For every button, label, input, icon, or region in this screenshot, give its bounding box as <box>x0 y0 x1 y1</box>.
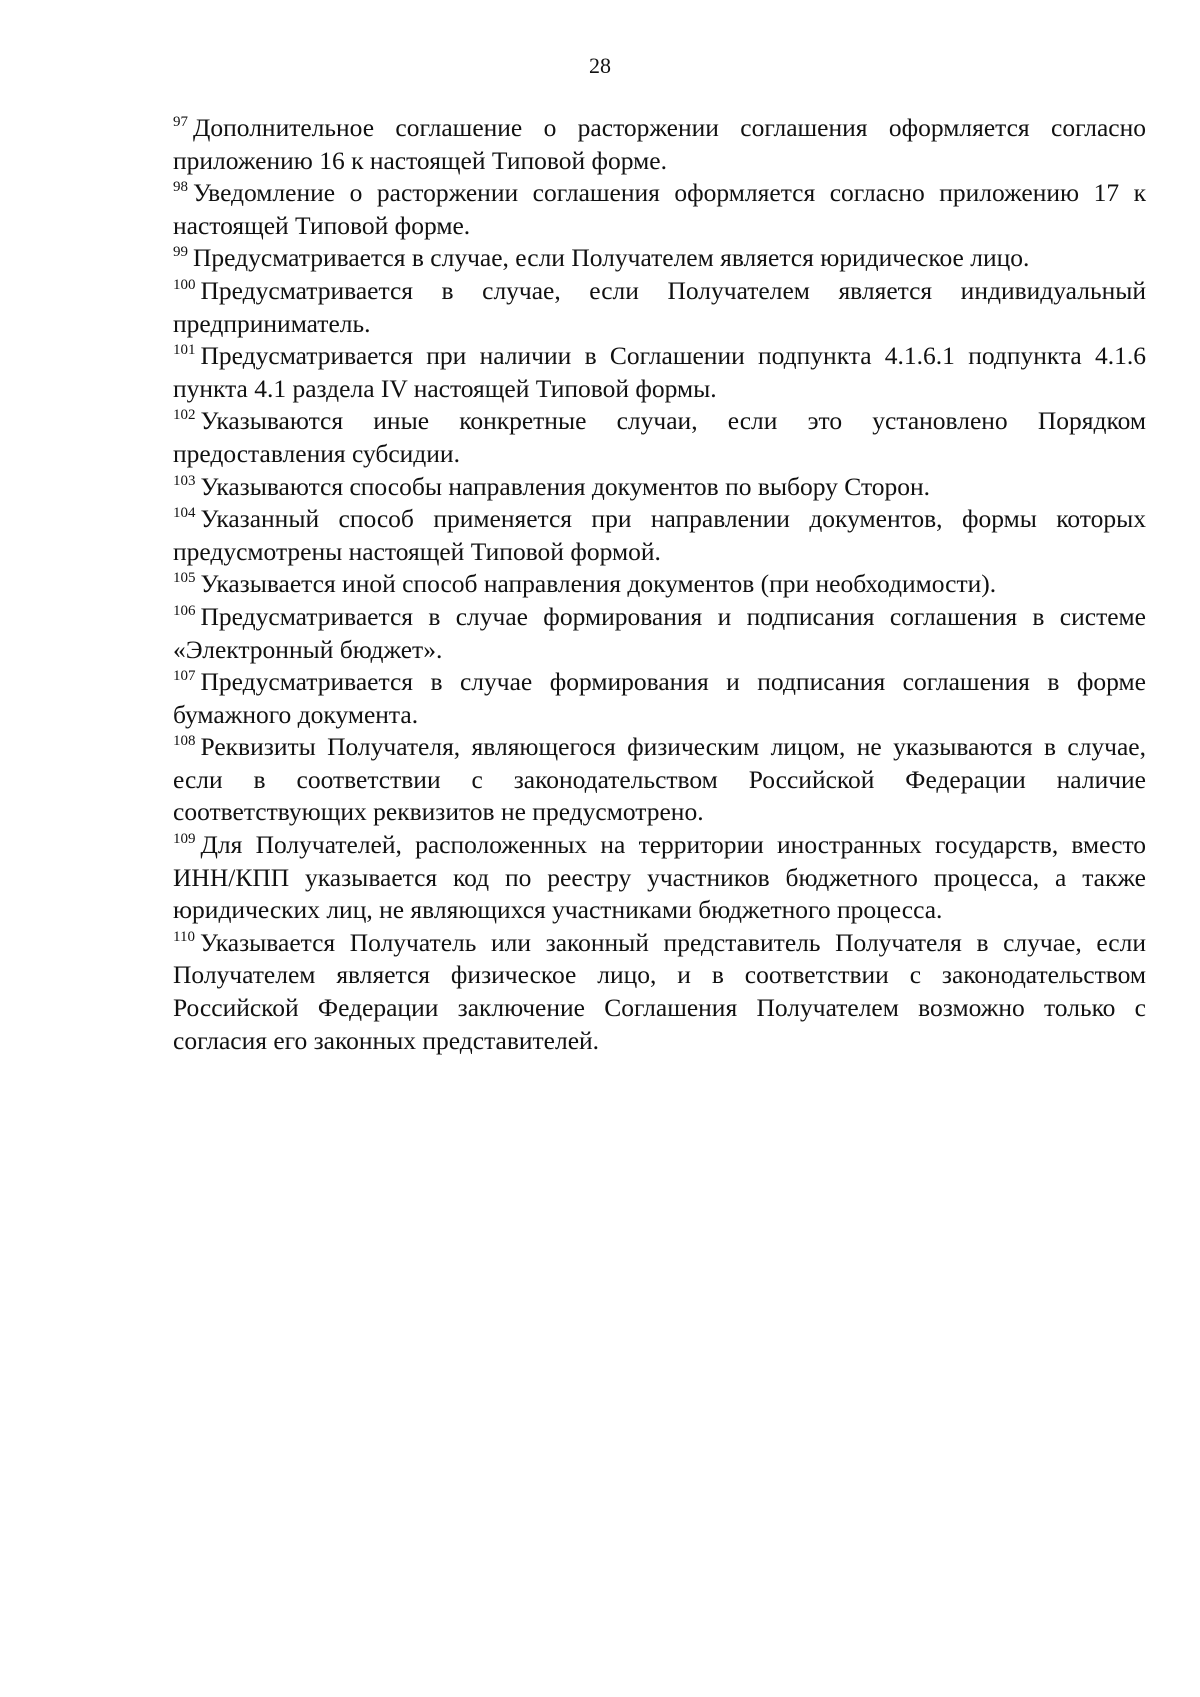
footnote-100 <box>173 275 1146 340</box>
footnote-marker: 110 <box>173 928 195 945</box>
footnote-marker: 98 <box>173 179 188 196</box>
footnote-text: Предусматривается в случае, если Получателем является юридическое лицо. <box>193 243 1030 273</box>
footnote-text: Указывается иной способ направления документов (при необходимости). <box>200 569 997 599</box>
footnote-109 <box>173 829 1146 927</box>
footnote-text: Предусматривается в случае формирования и подписания соглашения в форме бумажного документа. <box>173 667 1146 729</box>
footnote-103 <box>173 471 1146 504</box>
footnote-text: Реквизиты Получателя, являющегося физическим лицом, не указываются в случае, если в соответствии с законодательством Российской Федерации наличие соответствующих реквизитов не предусмотрено. <box>173 732 1146 827</box>
footnote-marker: 101 <box>173 342 196 359</box>
footnote-text: Указываются иные конкретные случаи, если это установлено Порядком предоставления субсидии. <box>173 406 1146 468</box>
footnote-101 <box>173 340 1146 405</box>
footnotes-list <box>173 112 1146 1057</box>
footnote-marker: 100 <box>173 276 196 293</box>
footnote-110 <box>173 927 1146 1057</box>
footnote-text: Предусматривается при наличии в Соглашении подпункта 4.1.6.1 подпункта 4.1.6 пункта 4.1 раздела IV настоящей Типовой формы. <box>173 341 1146 403</box>
page-number: 28 <box>589 53 611 78</box>
footnote-text: Дополнительное соглашение о расторжении соглашения оформляется согласно приложению 16 к настоящей Типовой форме. <box>173 113 1146 175</box>
footnote-97 <box>173 112 1146 177</box>
footnote-marker: 107 <box>173 668 196 685</box>
footnote-marker: 108 <box>173 733 196 750</box>
footnote-108 <box>173 731 1146 829</box>
footnote-text: Для Получателей, расположенных на территории иностранных государств, вместо ИНН/КПП указывается код по реестру участников бюджетного процесса, а также юридических лиц, не являющихся участниками бюджетного процесса. <box>173 830 1146 925</box>
footnote-text: Уведомление о расторжении соглашения оформляется согласно приложению 17 к настоящей Типовой форме. <box>173 178 1146 240</box>
footnote-marker: 106 <box>173 602 196 619</box>
footnote-text: Указываются способы направления документов по выбору Сторон. <box>200 471 931 501</box>
footnote-107 <box>173 666 1146 731</box>
footnote-text: Предусматривается в случае формирования и подписания соглашения в системе «Электронный бюджет». <box>173 601 1146 664</box>
footnote-text: Предусматривается в случае, если Получателем является индивидуальный предприниматель. <box>173 275 1146 338</box>
footnote-104 <box>173 503 1146 568</box>
footnote-text: Указанный способ применяется при направлении документов, формы которых предусмотрены настоящей Типовой формой. <box>173 504 1146 566</box>
footnote-marker: 103 <box>173 472 196 489</box>
footnote-marker: 105 <box>173 570 196 587</box>
footnote-marker: 102 <box>173 407 196 424</box>
footnote-98 <box>173 177 1146 242</box>
footnote-marker: 109 <box>173 831 196 848</box>
footnote-106 <box>173 601 1146 666</box>
footnote-99 <box>173 242 1146 275</box>
footnote-marker: 104 <box>173 505 196 522</box>
footnote-marker: 97 <box>173 114 188 130</box>
footnote-marker: 99 <box>173 244 188 261</box>
footnote-102 <box>173 405 1146 470</box>
footnote-105 <box>173 568 1146 601</box>
footnote-text: Указывается Получатель или законный представитель Получателя в случае, если Получателем является физическое лицо, и в соответствии с законодательством Российской Федерации заключение Соглашения Получателем возможно только с согласия его законных представителей. <box>173 927 1146 1055</box>
